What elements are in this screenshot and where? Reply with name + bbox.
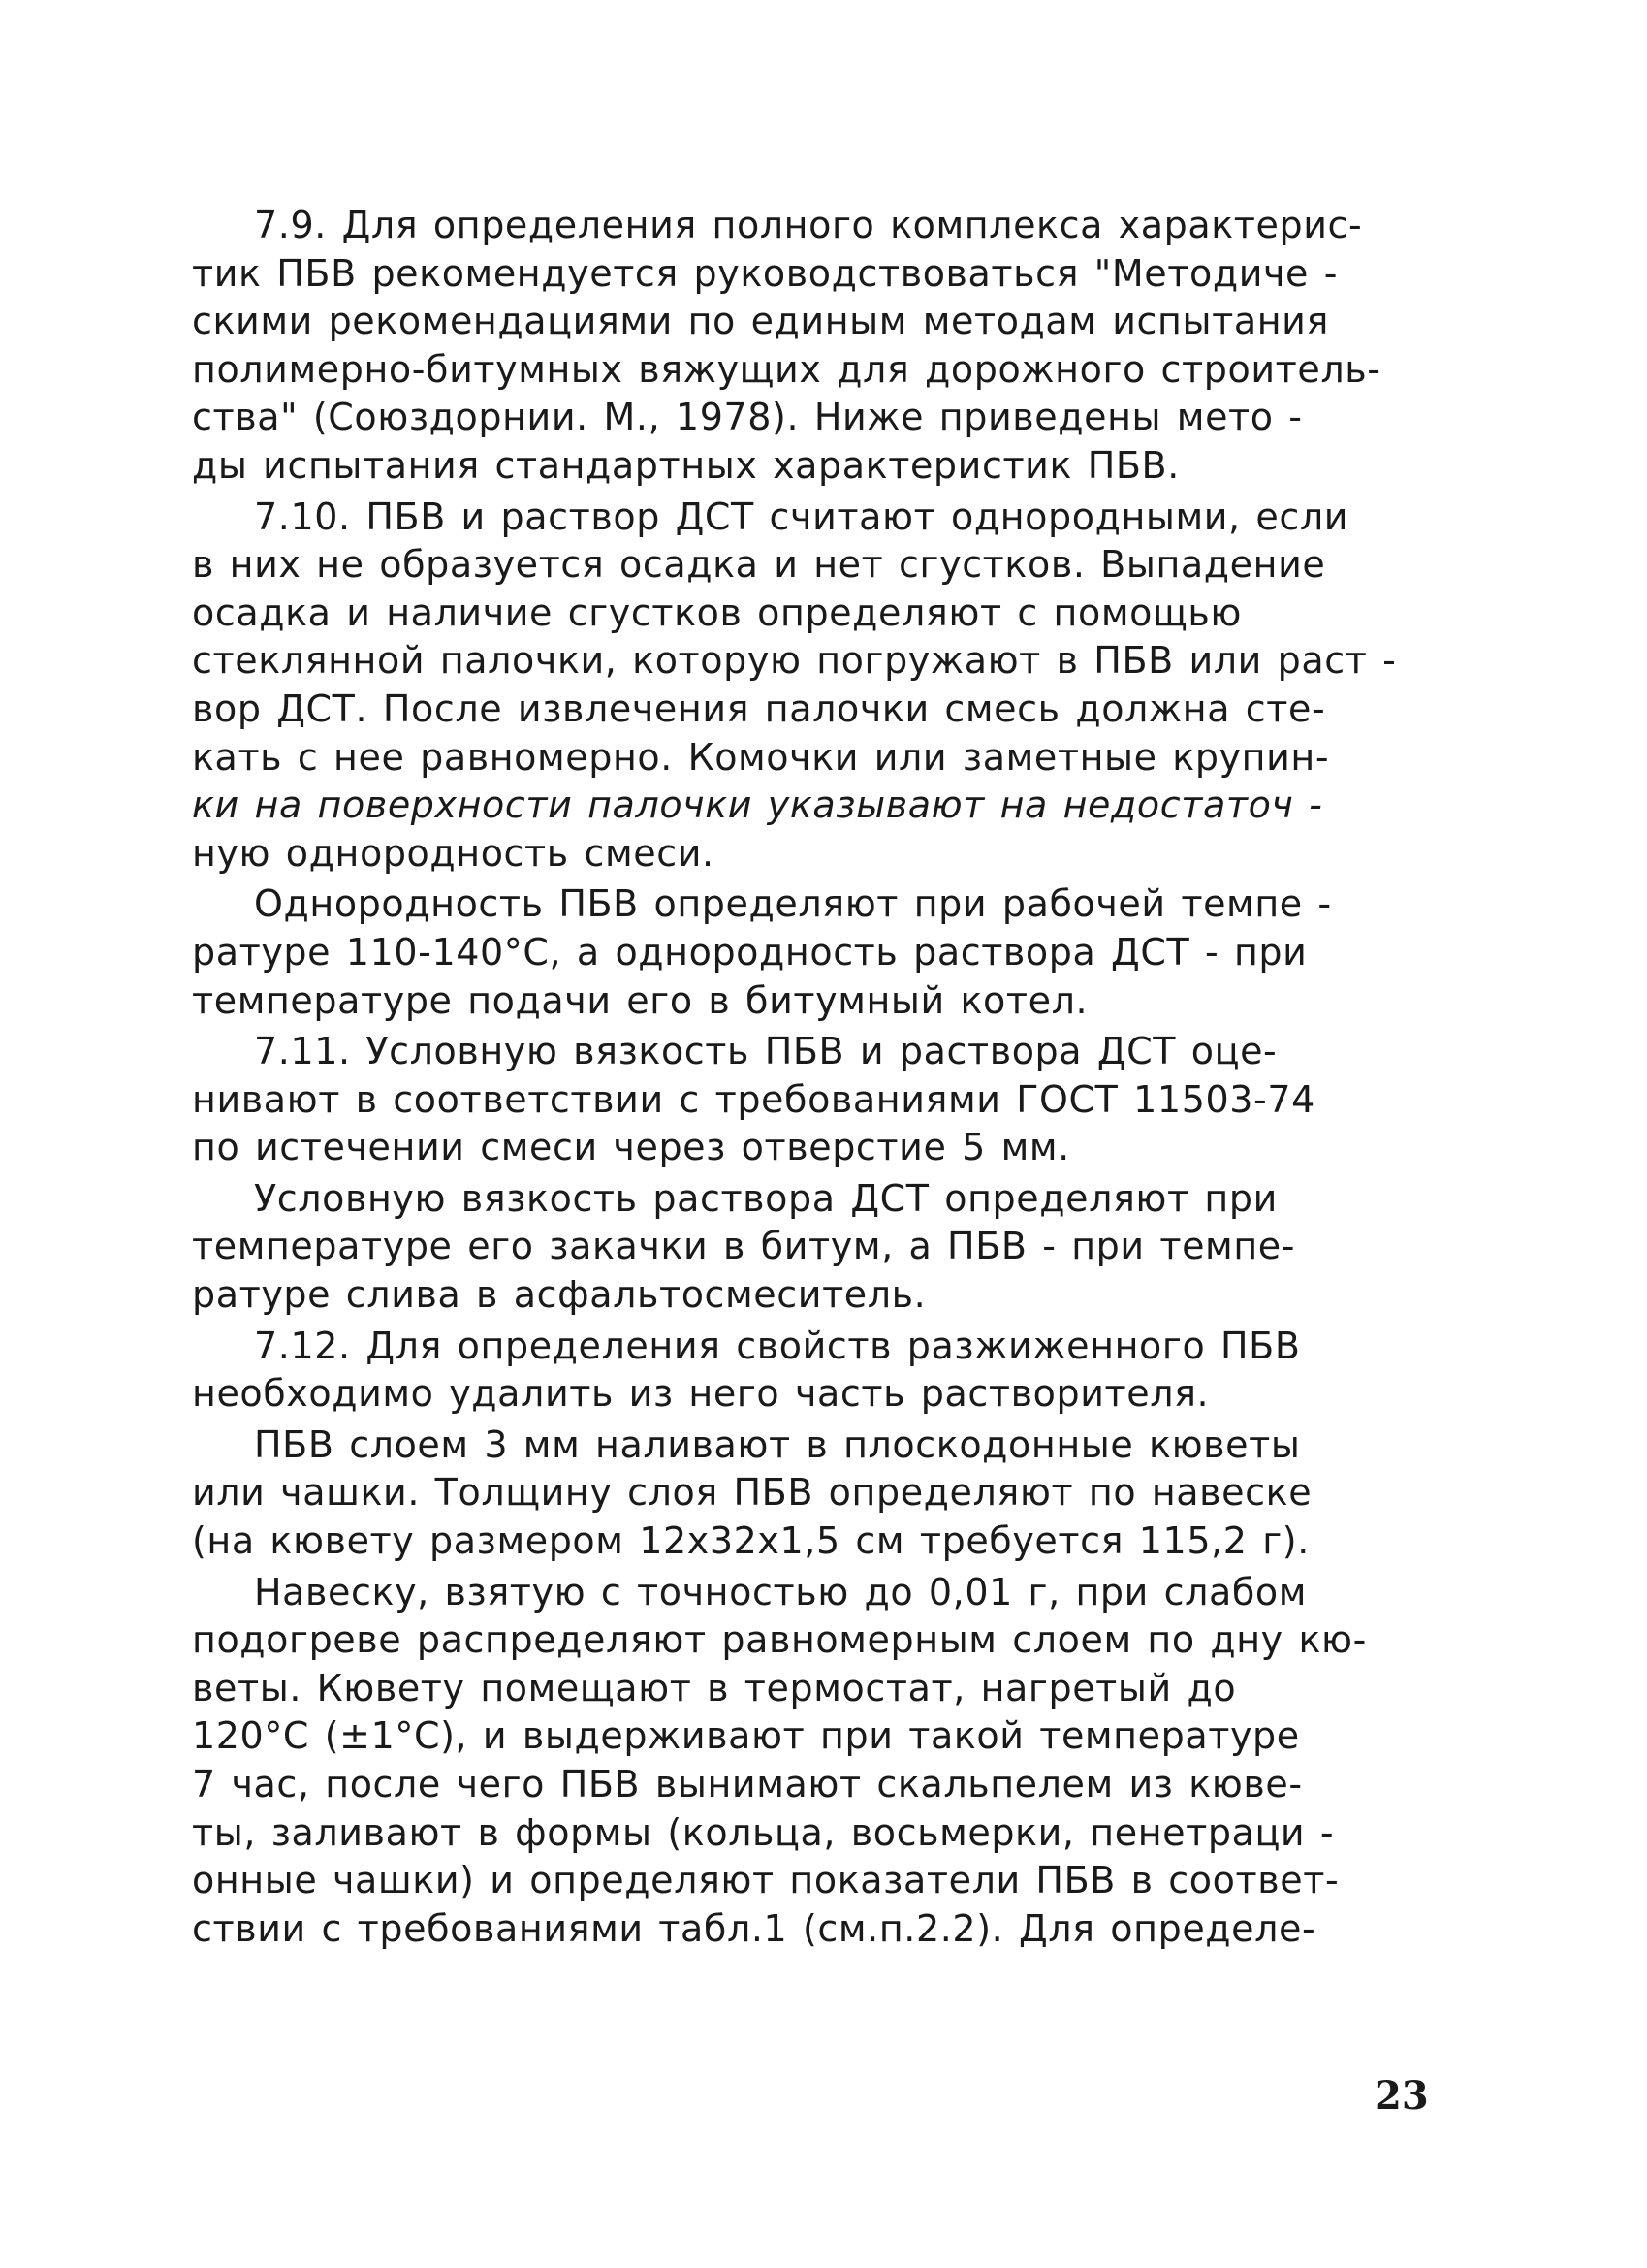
paragraph-sample-line-2: подогреве распределяют равномерным слоем по дну кю-: [192, 1618, 1367, 1662]
paragraph-homogeneity-line-3: температуре подачи его в битумный котел.: [192, 978, 1089, 1022]
paragraph-7-11-line-1: 7.11. Условную вязкость ПБВ и раствора ДСТ оце-: [254, 1030, 1278, 1073]
paragraph-7-9-line-5: ства" (Союздорнии. М., 1978). Ниже приведены мето -: [192, 396, 1303, 439]
paragraph-7-10-line-3: осадка и наличие сгустков определяют с помощью: [192, 591, 1242, 634]
paragraph-layer-line-3: (на кювету размером 12х32х1,5 см требуется 115,2 г).: [192, 1519, 1310, 1563]
paragraph-7-10-line-4: стеклянной палочки, которую погружают в ПБВ или раст -: [192, 639, 1397, 683]
paragraph-viscosity-line-3: ратуре слива в асфальтосмеситель.: [192, 1273, 927, 1317]
paragraph-7-10-line-1: 7.10. ПБВ и раствор ДСТ считают однородными, если: [254, 495, 1349, 538]
paragraph-sample-line-3: веты. Кювету помещают в термостат, нагретый до: [192, 1666, 1237, 1709]
paragraph-7-10-line-2: в них не образуется осадка и нет сгустков. Выпадение: [192, 543, 1326, 587]
page-number: 23: [1375, 2073, 1429, 2119]
paragraph-7-9-line-2: тик ПБВ рекомендуется руководствоваться "Методиче -: [192, 251, 1339, 295]
paragraph-7-10-line-7: ки на поверхности палочки указывают на недостаточ -: [192, 783, 1323, 827]
paragraph-sample-line-7: онные чашки) и определяют показатели ПБВ в соответ-: [192, 1859, 1340, 1902]
paragraph-sample-line-4: 120°С (±1°С), и выдерживают при такой температуре: [192, 1714, 1300, 1758]
paragraph-7-10-line-6: кать с нее равномерно. Комочки или заметные крупин-: [192, 735, 1330, 779]
paragraph-7-10-line-8: ную однородность смеси.: [192, 831, 714, 875]
paragraph-viscosity-line-2: температуре его закачки в битум, а ПБВ - при темпе-: [192, 1225, 1296, 1268]
paragraph-layer-line-2: или чашки. Толщину слоя ПБВ определяют по навеске: [192, 1471, 1313, 1515]
paragraph-7-11-line-2: нивают в соответствии с требованиями ГОСТ 11503-74: [192, 1077, 1315, 1121]
paragraph-7-12-line-2: необходимо удалить из него часть растворителя.: [192, 1372, 1210, 1416]
paragraph-homogeneity-line-2: ратуре 110-140°С, а однородность раствора ДСТ - при: [192, 930, 1308, 974]
paragraph-sample-line-1: Навеску, взятую с точностью до 0,01 г, при слабом: [254, 1570, 1308, 1613]
paragraph-sample-line-6: ты, заливают в формы (кольца, восьмерки, пенетраци -: [192, 1810, 1335, 1854]
paragraph-7-9-line-4: полимерно-битумных вяжущих для дорожного строитель-: [192, 347, 1381, 391]
paragraph-homogeneity-line-1: Однородность ПБВ определяют при рабочей темпе -: [254, 882, 1332, 926]
paragraph-viscosity-line-1: Условную вязкость раствора ДСТ определяют при: [254, 1176, 1278, 1220]
paragraph-7-9-line-1: 7.9. Для определения полного комплекса характерис-: [254, 204, 1363, 246]
paragraph-7-11-line-3: по истечении смеси через отверстие 5 мм.: [192, 1126, 1070, 1169]
paragraph-7-12-line-1: 7.12. Для определения свойств разжиженного ПБВ: [254, 1324, 1301, 1367]
page-body: [192, 202, 1442, 1953]
paragraph-7-9-line-3: скими рекомендациями по единым методам испытания: [192, 300, 1329, 343]
paragraph-sample-line-5: 7 час, после чего ПБВ вынимают скальпелем из кюве-: [192, 1763, 1303, 1805]
paragraph-layer-line-1: ПБВ слоем 3 мм наливают в плоскодонные кюветы: [254, 1422, 1301, 1466]
paragraph-sample-line-8: ствии с требованиями табл.1 (см.п.2.2). Для определе-: [192, 1906, 1316, 1950]
paragraph-7-9-line-6: ды испытания стандартных характеристик ПБВ.: [192, 443, 1180, 487]
paragraph-7-10-line-5: вор ДСТ. После извлечения палочки смесь должна сте-: [192, 687, 1326, 730]
